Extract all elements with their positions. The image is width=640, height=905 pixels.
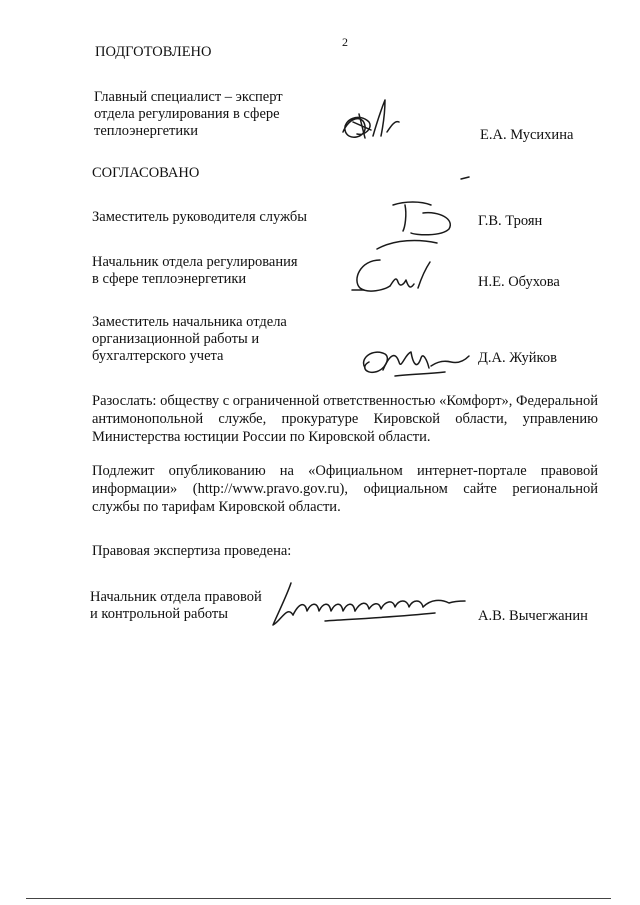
signature-zhuikov [355,340,475,385]
agreed-heading: СОГЛАСОВАНО [92,165,200,181]
signer-name-obukhova: Н.Е. Обухова [478,274,560,290]
signer-name-troyan: Г.В. Троян [478,213,543,229]
signer-position-zhuikov: Заместитель начальника отдела организационной работы и бухгалтерского учета [92,314,287,364]
prepared-position: Главный специалист – эксперт отдела регулирования в сфере теплоэнергетики [94,89,283,139]
publication-text: Подлежит опубликованию на «Официальном интернет-портале правовой информации» (http://www.pravo.gov.ru), официальном сайте региональной службы по тарифам Кировской области. [92,463,598,515]
page-number: 2 [342,35,348,49]
signer-position-obukhova: Начальник отдела регулирования в сфере теплоэнергетики [92,254,298,287]
signer-name-zhuikov: Д.А. Жуйков [478,350,557,366]
prepared-name: Е.А. Мусихина [480,127,574,143]
distribution-text: Разослать: обществу с ограниченной ответственностью «Комфорт», Федеральной антимонопольной службе, прокуратуре Кировской области, управлению Министерства юстиции России по Кировской области. [92,393,598,445]
legal-review-position: Начальник отдела правовой и контрольной работы [90,589,262,622]
prepared-heading: ПОДГОТОВЛЕНО [95,44,212,60]
legal-review-name: А.В. Вычегжанин [478,608,588,624]
signer-position-troyan: Заместитель руководителя службы [92,209,308,225]
signature-vychegzhanin [265,575,470,630]
signature-troyan [365,175,475,255]
signature-musikhina [335,92,415,152]
legal-review-heading: Правовая экспертиза проведена: [92,543,292,559]
bottom-rule [26,898,611,899]
signature-obukhova [350,250,445,300]
